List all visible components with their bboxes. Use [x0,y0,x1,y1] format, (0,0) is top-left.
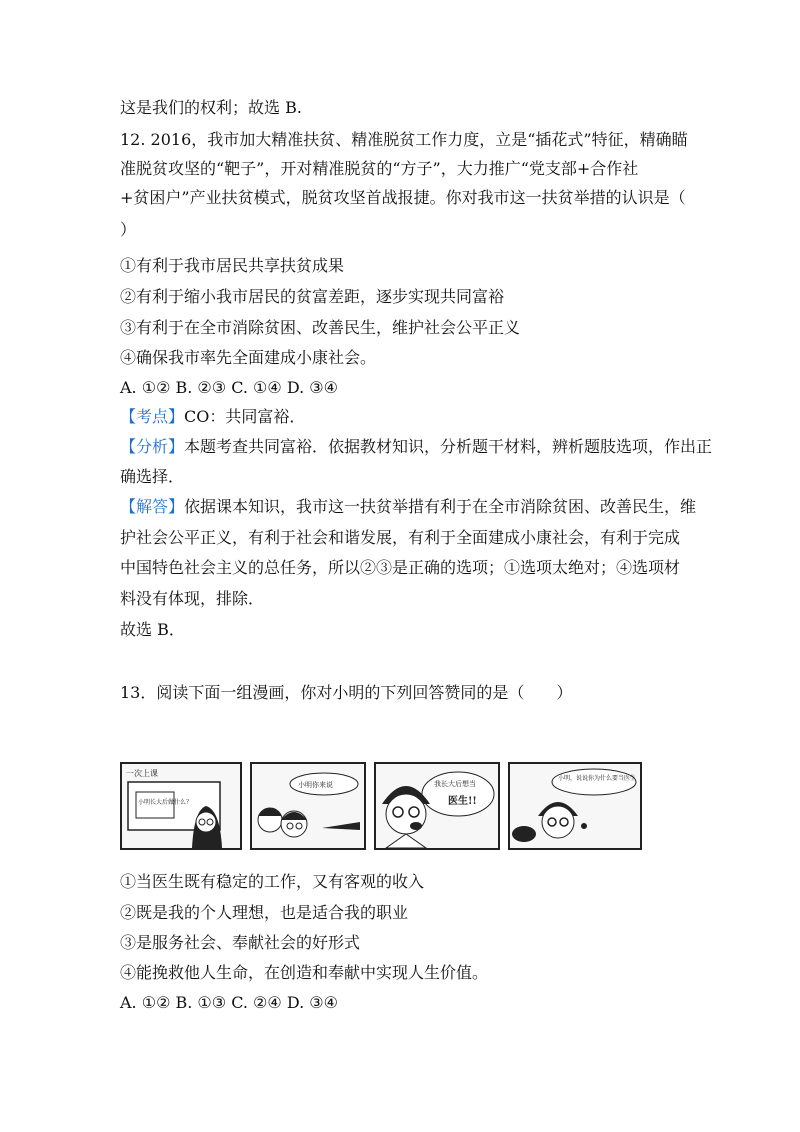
q13-option-2: ②既是我的个人理想，也是适合我的职业 [120,903,409,922]
jieda-text-1: 依据课本知识，我市这一扶贫举措有利于在全市消除贫困、改善民生，维 [184,497,697,516]
kaodian-tag: 【考点】 [120,407,185,426]
student-raising-hand-illustration [252,764,364,848]
q12-stem-line-2: 准脱贫攻坚的“靶子”，开对精准脱贫的“方子”，大力推广“党支部+合作社 [120,159,639,178]
q13-option-4: ④能挽救他人生命，在创造和奉献中实现人生价值。 [120,963,489,982]
comic-panel-2 [250,762,366,850]
panel1-caption: 一次上课 [126,769,158,778]
panel3-shout-text: 医生!! [448,796,477,807]
q12-jieda-line-1 [120,497,696,517]
panel1-board-text: 小明长大后做什么？ [138,799,193,806]
q12-fenxi-line-2: 确选择． [120,467,185,486]
comic-panel-1 [120,762,242,850]
comic-panel-4 [508,762,642,850]
q12-stem-line-4: ） [120,220,137,239]
prev-answer-tail: 这是我们的权利；故选 B. [120,98,302,117]
q12-kaodian [120,407,305,427]
panel4-bubble-text: 小明，说说你为什么要当医生 [558,775,637,782]
kaodian-text: CO：共同富裕． [184,407,306,426]
q12-option-1: ①有利于我市居民共享扶贫成果 [120,256,345,275]
q13-stem: 13．阅读下面一组漫画，你对小明的下列回答赞同的是（ ） [120,683,573,702]
xiaoming-reflecting-illustration [510,764,640,848]
panel3-bubble-text: 我长大后想当 [434,780,476,788]
q12-option-2: ②有利于缩小我市居民的贫富差距，逐步实现共同富裕 [120,287,505,306]
q13-option-1: ①当医生既有稳定的工作，又有客观的收入 [120,872,425,891]
q13-choices: A. ①② B. ①③ C. ②④ D. ③④ [120,993,338,1012]
comic-strip [120,756,640,852]
q12-jieda-line-3: 中国特色社会主义的总任务，所以②③是正确的选项；①选项太绝对；④选项材 [120,558,681,577]
q12-jieda-line-4: 料没有体现，排除． [120,589,265,608]
q12-option-3: ③有利于在全市消除贫困、改善民生，维护社会公平正义 [120,318,521,337]
q12-jieda-line-5: 故选 B． [120,620,185,639]
panel2-bubble-text: 小明你来说 [298,781,333,789]
q12-stem-line-1: 12. 2016，我市加大精准扶贫、精准脱贫工作力度，立是“插花式”特征，精确瞄 [120,130,688,149]
jieda-tag: 【解答】 [120,497,185,516]
q13-option-3: ③是服务社会、奉献社会的好形式 [120,933,361,952]
classroom-illustration [122,764,240,848]
q12-choices: A. ①② B. ②③ C. ①④ D. ③④ [120,378,338,397]
comic-panel-3 [374,762,500,850]
fenxi-text-1: 本题考查共同富裕．依据教材知识，分析题干材料，辨析题肢选项，作出正 [184,437,713,456]
q12-jieda-line-2: 护社会公平正义，有利于社会和谐发展，有利于全面建成小康社会，有利于完成 [120,528,681,547]
q12-fenxi-line-1 [120,437,712,457]
q12-stem-line-3: +贫困户”产业扶贫模式，脱贫攻坚首战报捷。你对我市这一扶贫举措的认识是（ [120,188,686,207]
xiaoming-shouting-illustration [376,764,498,848]
q12-option-4: ④确保我市率先全面建成小康社会。 [120,348,377,367]
fenxi-tag: 【分析】 [120,437,185,456]
